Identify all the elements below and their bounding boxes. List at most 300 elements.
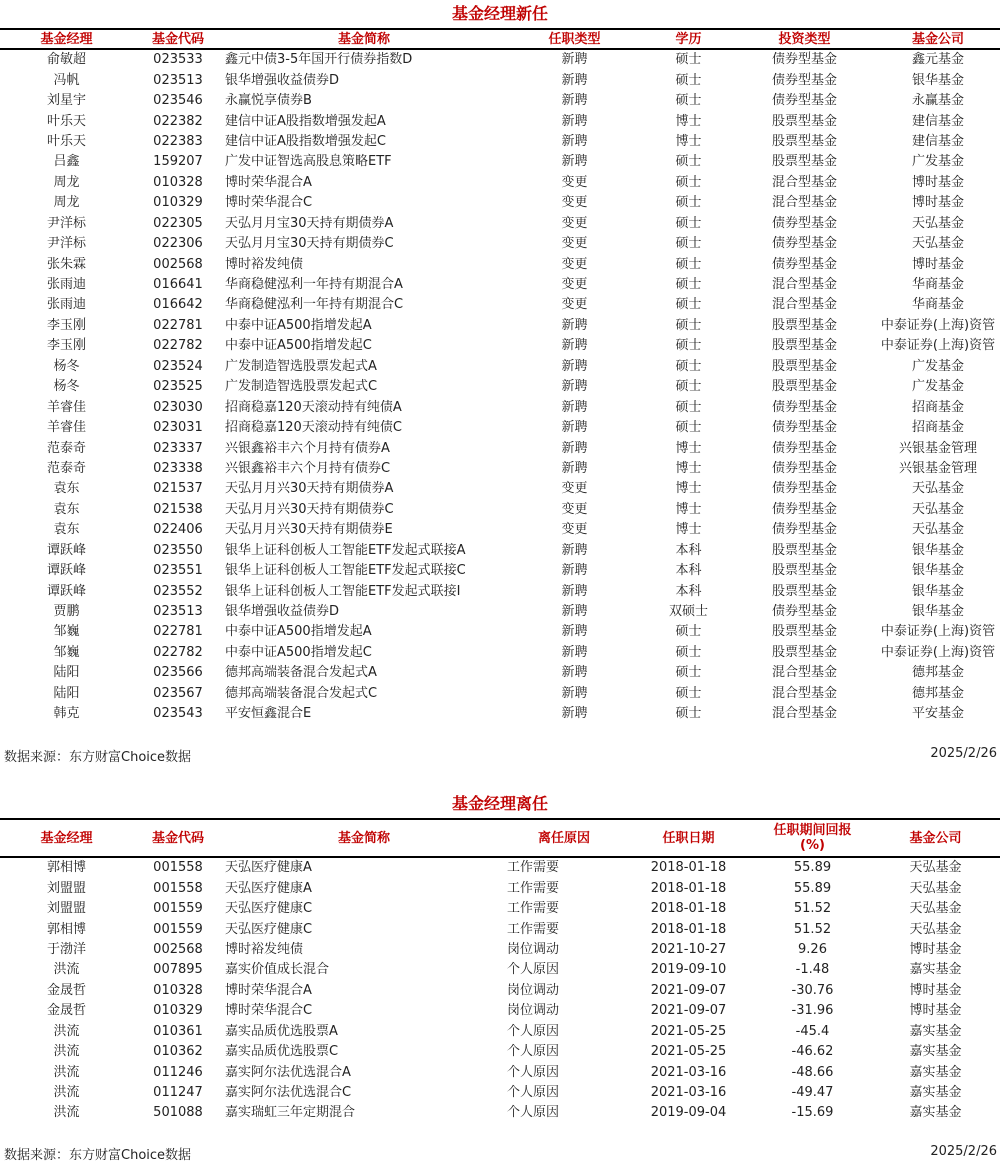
cell-appointment-type: 变更 <box>561 501 588 517</box>
cell-fund-company: 兴银基金管理 <box>898 440 977 456</box>
table-row <box>0 132 1000 152</box>
cell-fund-company: 天弘基金 <box>909 880 962 896</box>
table-row <box>0 1083 1000 1103</box>
cell-education: 博士 <box>675 522 702 538</box>
table-row <box>0 152 1000 172</box>
cell-fund-name: 博时裕发纯债 <box>225 941 304 957</box>
table-row <box>0 602 1000 622</box>
header-fund-name: 基金简称 <box>223 819 505 857</box>
cell-fund-company: 嘉实基金 <box>909 1023 962 1039</box>
cell-fund-company: 华商基金 <box>911 297 964 313</box>
cell-manager: 郭相博 <box>46 860 86 876</box>
cell-fund-code: 016642 <box>153 297 203 313</box>
cell-investment-type: 股票型基金 <box>771 133 837 149</box>
cell-fund-name: 永赢悦享债券B <box>225 93 312 109</box>
header-fund-company: 基金公司 <box>876 29 1000 49</box>
cell-fund-code: 022782 <box>153 338 203 354</box>
cell-start-date: 2019-09-10 <box>650 962 727 978</box>
table-row <box>0 111 1000 131</box>
cell-fund-company: 华商基金 <box>911 277 964 293</box>
cell-manager: 郭相博 <box>46 921 86 937</box>
cell-fund-name: 嘉实阿尔法优选混合C <box>225 1085 352 1101</box>
cell-start-date: 2021-09-07 <box>650 1003 727 1019</box>
cell-investment-type: 股票型基金 <box>771 624 837 640</box>
cell-fund-name: 天弘月月宝30天持有期债券C <box>225 236 394 252</box>
cell-manager: 俞敏超 <box>46 52 86 68</box>
cell-fund-code: 501088 <box>153 1105 203 1121</box>
cell-start-date: 2019-09-04 <box>650 1105 727 1121</box>
cell-investment-type: 股票型基金 <box>771 338 837 354</box>
cell-fund-name: 嘉实价值成长混合 <box>225 962 330 978</box>
table-row <box>0 275 1000 295</box>
appointments-body <box>0 49 1000 724</box>
table-row <box>0 1103 1000 1123</box>
table-row <box>0 520 1000 540</box>
cell-manager: 韩克 <box>53 706 80 722</box>
cell-education: 硕士 <box>675 174 702 190</box>
cell-fund-name: 嘉实品质优选股票C <box>225 1044 339 1060</box>
cell-investment-type: 股票型基金 <box>771 644 837 660</box>
table-row <box>0 91 1000 111</box>
cell-fund-name: 中泰中证A500指增发起C <box>225 644 372 660</box>
cell-fund-code: 010328 <box>153 982 203 998</box>
cell-fund-company: 嘉实基金 <box>909 1085 962 1101</box>
cell-investment-type: 混合型基金 <box>771 277 837 293</box>
cell-education: 硕士 <box>675 195 702 211</box>
cell-fund-name: 平安恒鑫混合E <box>225 706 312 722</box>
cell-departure-reason: 个人原因 <box>507 1105 560 1121</box>
cell-education: 本科 <box>675 563 702 579</box>
cell-education: 硕士 <box>675 338 702 354</box>
cell-education: 硕士 <box>675 236 702 252</box>
cell-fund-company: 嘉实基金 <box>909 1064 962 1080</box>
cell-fund-name: 中泰中证A500指增发起A <box>225 317 372 333</box>
cell-education: 硕士 <box>675 256 702 272</box>
cell-appointment-type: 变更 <box>561 277 588 293</box>
cell-manager: 范泰奇 <box>46 440 86 456</box>
cell-fund-code: 023513 <box>153 604 203 620</box>
table-row <box>0 704 1000 724</box>
table-row <box>0 479 1000 499</box>
table-row <box>0 1062 1000 1082</box>
header-manager: 基金经理 <box>0 819 133 857</box>
cell-fund-code: 011246 <box>153 1064 203 1080</box>
cell-appointment-type: 新聘 <box>561 624 588 640</box>
cell-investment-type: 债券型基金 <box>771 501 837 517</box>
cell-education: 博士 <box>675 460 702 476</box>
cell-fund-company: 天弘基金 <box>909 901 962 917</box>
cell-fund-company: 招商基金 <box>911 399 964 415</box>
cell-manager: 刘星宇 <box>46 93 86 109</box>
cell-fund-code: 022383 <box>153 133 203 149</box>
cell-fund-company: 德邦基金 <box>911 665 964 681</box>
cell-fund-code: 022782 <box>153 644 203 660</box>
table-row <box>0 857 1000 878</box>
cell-manager: 金晟哲 <box>46 1003 86 1019</box>
cell-fund-code: 023551 <box>153 563 203 579</box>
cell-fund-code: 010362 <box>153 1044 203 1060</box>
cell-fund-name: 银华上证科创板人工智能ETF发起式联接C <box>225 563 466 579</box>
cell-fund-company: 博时基金 <box>911 256 964 272</box>
table-row <box>0 173 1000 193</box>
cell-fund-code: 001559 <box>153 921 203 937</box>
cell-start-date: 2018-01-18 <box>650 880 727 896</box>
cell-manager: 刘盟盟 <box>46 901 86 917</box>
cell-investment-type: 债券型基金 <box>771 236 837 252</box>
cell-fund-code: 023337 <box>153 440 203 456</box>
cell-fund-code: 023031 <box>153 420 203 436</box>
cell-appointment-type: 新聘 <box>561 133 588 149</box>
cell-manager: 张雨迪 <box>46 297 86 313</box>
cell-tenure-return: -46.62 <box>791 1044 834 1060</box>
header-fund-code: 基金代码 <box>133 819 223 857</box>
cell-manager: 谭跃峰 <box>46 583 86 599</box>
cell-education: 硕士 <box>675 215 702 231</box>
cell-departure-reason: 个人原因 <box>507 1023 560 1039</box>
cell-appointment-type: 新聘 <box>561 665 588 681</box>
cell-fund-company: 博时基金 <box>909 1003 962 1019</box>
cell-manager: 李玉刚 <box>46 317 86 333</box>
cell-appointment-type: 新聘 <box>561 93 588 109</box>
cell-manager: 洪流 <box>53 1105 80 1121</box>
cell-fund-company: 兴银基金管理 <box>898 460 977 476</box>
cell-investment-type: 债券型基金 <box>771 420 837 436</box>
cell-manager: 陆阳 <box>53 685 80 701</box>
cell-tenure-return: -49.47 <box>791 1085 834 1101</box>
cell-manager: 尹洋标 <box>46 215 86 231</box>
cell-fund-code: 022382 <box>153 113 203 129</box>
cell-fund-code: 023543 <box>153 706 203 722</box>
cell-fund-code: 023030 <box>153 399 203 415</box>
cell-fund-name: 天弘月月宝30天持有期债券A <box>225 215 394 231</box>
cell-appointment-type: 新聘 <box>561 563 588 579</box>
cell-manager: 袁东 <box>53 481 80 497</box>
cell-appointment-type: 新聘 <box>561 72 588 88</box>
cell-fund-company: 中泰证券(上海)资管 <box>880 317 996 333</box>
cell-tenure-return: 9.26 <box>798 941 827 957</box>
cell-fund-code: 001559 <box>153 901 203 917</box>
cell-tenure-return: -1.48 <box>795 962 830 978</box>
cell-departure-reason: 岗位调动 <box>507 941 560 957</box>
cell-fund-code: 001558 <box>153 880 203 896</box>
cell-fund-name: 天弘月月兴30天持有期债券C <box>225 501 394 517</box>
cell-tenure-return: -45.4 <box>795 1023 830 1039</box>
cell-fund-code: 023513 <box>153 72 203 88</box>
cell-education: 博士 <box>675 501 702 517</box>
table-row <box>0 336 1000 356</box>
cell-education: 硕士 <box>675 644 702 660</box>
cell-investment-type: 债券型基金 <box>771 93 837 109</box>
cell-tenure-return: -48.66 <box>791 1064 834 1080</box>
cell-manager: 吕鑫 <box>53 154 80 170</box>
cell-education: 本科 <box>675 542 702 558</box>
cell-fund-company: 天弘基金 <box>911 501 964 517</box>
cell-fund-company: 天弘基金 <box>911 215 964 231</box>
cell-investment-type: 混合型基金 <box>771 297 837 313</box>
table-row <box>0 316 1000 336</box>
cell-appointment-type: 变更 <box>561 215 588 231</box>
table-row <box>0 438 1000 458</box>
cell-investment-type: 债券型基金 <box>771 481 837 497</box>
table-row <box>0 960 1000 980</box>
cell-fund-company: 平安基金 <box>911 706 964 722</box>
cell-fund-name: 银华增强收益债券D <box>225 72 340 88</box>
cell-fund-name: 建信中证A股指数增强发起C <box>225 133 386 149</box>
cell-appointment-type: 新聘 <box>561 358 588 374</box>
cell-fund-name: 德邦高端装备混合发起式A <box>225 665 377 681</box>
cell-manager: 叶乐天 <box>46 133 86 149</box>
cell-manager: 张朱霖 <box>46 256 86 272</box>
cell-fund-code: 010361 <box>153 1023 203 1039</box>
cell-appointment-type: 新聘 <box>561 338 588 354</box>
cell-investment-type: 股票型基金 <box>771 563 837 579</box>
cell-manager: 谭跃峰 <box>46 542 86 558</box>
cell-fund-code: 007895 <box>153 962 203 978</box>
table-row <box>0 418 1000 438</box>
cell-fund-company: 鑫元基金 <box>911 52 964 68</box>
cell-fund-name: 博时荣华混合C <box>225 195 313 211</box>
cell-fund-company: 天弘基金 <box>911 236 964 252</box>
cell-investment-type: 债券型基金 <box>771 256 837 272</box>
cell-fund-name: 天弘医疗健康C <box>225 921 313 937</box>
cell-investment-type: 股票型基金 <box>771 154 837 170</box>
cell-fund-code: 159207 <box>153 154 203 170</box>
header-start-date: 任职日期 <box>623 819 754 857</box>
cell-fund-code: 023567 <box>153 685 203 701</box>
cell-investment-type: 混合型基金 <box>771 665 837 681</box>
cell-appointment-type: 新聘 <box>561 706 588 722</box>
cell-manager: 贾鹏 <box>53 604 80 620</box>
cell-manager: 袁东 <box>53 522 80 538</box>
cell-appointment-type: 新聘 <box>561 317 588 333</box>
cell-tenure-return: 55.89 <box>793 880 832 896</box>
cell-education: 硕士 <box>675 72 702 88</box>
cell-manager: 周龙 <box>53 195 80 211</box>
cell-manager: 洪流 <box>53 1044 80 1060</box>
cell-fund-code: 022305 <box>153 215 203 231</box>
departures-table <box>0 818 1000 1124</box>
cell-departure-reason: 个人原因 <box>507 1085 560 1101</box>
header-appointment-type: 任职类型 <box>505 29 644 49</box>
cell-fund-company: 银华基金 <box>911 542 964 558</box>
table-row <box>0 684 1000 704</box>
cell-education: 硕士 <box>675 52 702 68</box>
header-fund-company: 基金公司 <box>871 819 1000 857</box>
cell-education: 博士 <box>675 133 702 149</box>
departures-date: 2025/2/26 <box>930 1144 997 1159</box>
cell-fund-name: 天弘医疗健康A <box>225 880 312 896</box>
cell-appointment-type: 变更 <box>561 481 588 497</box>
cell-fund-name: 华商稳健泓利一年持有期混合A <box>225 277 403 293</box>
cell-fund-code: 022781 <box>153 317 203 333</box>
cell-departure-reason: 工作需要 <box>507 921 560 937</box>
header-departure-reason: 离任原因 <box>505 819 623 857</box>
header-tenure-return: 任职期间回报 (%) <box>754 819 871 857</box>
cell-appointment-type: 变更 <box>561 297 588 313</box>
cell-fund-name: 博时荣华混合C <box>225 1003 313 1019</box>
header-manager: 基金经理 <box>0 29 133 49</box>
table-row <box>0 254 1000 274</box>
cell-start-date: 2018-01-18 <box>650 921 727 937</box>
cell-manager: 金晟哲 <box>46 982 86 998</box>
cell-investment-type: 债券型基金 <box>771 72 837 88</box>
cell-education: 硕士 <box>675 379 702 395</box>
cell-manager: 杨冬 <box>53 358 80 374</box>
cell-education: 硕士 <box>675 420 702 436</box>
cell-departure-reason: 工作需要 <box>507 880 560 896</box>
cell-tenure-return: 55.89 <box>793 860 832 876</box>
cell-fund-company: 中泰证券(上海)资管 <box>880 624 996 640</box>
cell-fund-name: 鑫元中债3-5年国开行债券指数D <box>225 52 413 68</box>
departures-body <box>0 857 1000 1124</box>
cell-fund-code: 023338 <box>153 460 203 476</box>
cell-start-date: 2021-05-25 <box>650 1023 727 1039</box>
cell-fund-company: 建信基金 <box>911 113 964 129</box>
cell-fund-company: 博时基金 <box>911 195 964 211</box>
cell-manager: 羊睿佳 <box>46 420 86 436</box>
table-row <box>0 357 1000 377</box>
table-row <box>0 878 1000 898</box>
table-row <box>0 663 1000 683</box>
cell-appointment-type: 新聘 <box>561 52 588 68</box>
cell-education: 博士 <box>675 440 702 456</box>
cell-fund-name: 天弘月月兴30天持有期债券A <box>225 481 394 497</box>
cell-manager: 尹洋标 <box>46 236 86 252</box>
cell-fund-name: 招商稳嘉120天滚动持有纯债C <box>225 420 402 436</box>
cell-fund-name: 华商稳健泓利一年持有期混合C <box>225 297 404 313</box>
cell-investment-type: 股票型基金 <box>771 542 837 558</box>
cell-fund-company: 德邦基金 <box>911 685 964 701</box>
cell-manager: 周龙 <box>53 174 80 190</box>
cell-education: 博士 <box>675 481 702 497</box>
cell-fund-name: 天弘医疗健康C <box>225 901 313 917</box>
cell-education: 硕士 <box>675 93 702 109</box>
cell-fund-code: 022781 <box>153 624 203 640</box>
cell-investment-type: 债券型基金 <box>771 215 837 231</box>
header-education: 学历 <box>644 29 733 49</box>
cell-fund-name: 广发中证智选高股息策略ETF <box>225 154 392 170</box>
cell-fund-company: 永赢基金 <box>911 93 964 109</box>
cell-manager: 谭跃峰 <box>46 563 86 579</box>
table-row <box>0 1042 1000 1062</box>
appointments-source: 数据来源：东方财富Choice数据 <box>4 750 192 765</box>
cell-fund-code: 023525 <box>153 379 203 395</box>
cell-manager: 陆阳 <box>53 665 80 681</box>
cell-fund-name: 天弘医疗健康A <box>225 860 312 876</box>
cell-start-date: 2021-10-27 <box>650 941 727 957</box>
cell-departure-reason: 个人原因 <box>507 1064 560 1080</box>
cell-investment-type: 债券型基金 <box>771 460 837 476</box>
cell-fund-name: 招商稳嘉120天滚动持有纯债A <box>225 399 402 415</box>
table-row <box>0 581 1000 601</box>
cell-investment-type: 混合型基金 <box>771 685 837 701</box>
cell-manager: 袁东 <box>53 501 80 517</box>
cell-fund-code: 021538 <box>153 501 203 517</box>
cell-fund-name: 天弘月月兴30天持有期债券E <box>225 522 393 538</box>
cell-tenure-return: 51.52 <box>793 901 832 917</box>
cell-education: 硕士 <box>675 685 702 701</box>
cell-investment-type: 混合型基金 <box>771 174 837 190</box>
appointments-header-row <box>0 29 1000 49</box>
cell-fund-name: 嘉实阿尔法优选混合A <box>225 1064 351 1080</box>
cell-fund-code: 023524 <box>153 358 203 374</box>
cell-manager: 洪流 <box>53 962 80 978</box>
cell-fund-company: 招商基金 <box>911 420 964 436</box>
cell-fund-company: 银华基金 <box>911 604 964 620</box>
table-row <box>0 295 1000 315</box>
cell-start-date: 2021-09-07 <box>650 982 727 998</box>
cell-departure-reason: 个人原因 <box>507 1044 560 1060</box>
table-row <box>0 70 1000 90</box>
table-row <box>0 459 1000 479</box>
table-row <box>0 1001 1000 1021</box>
cell-education: 博士 <box>675 113 702 129</box>
table-row <box>0 541 1000 561</box>
cell-fund-name: 广发制造智选股票发起式C <box>225 379 378 395</box>
cell-appointment-type: 新聘 <box>561 379 588 395</box>
cell-fund-name: 兴银鑫裕丰六个月持有债券C <box>225 460 391 476</box>
cell-education: 硕士 <box>675 358 702 374</box>
cell-fund-company: 博时基金 <box>909 982 962 998</box>
cell-manager: 范泰奇 <box>46 460 86 476</box>
cell-fund-code: 016641 <box>153 277 203 293</box>
table-row <box>0 1022 1000 1042</box>
cell-fund-name: 中泰中证A500指增发起C <box>225 338 372 354</box>
table-row <box>0 643 1000 663</box>
cell-fund-code: 023552 <box>153 583 203 599</box>
cell-investment-type: 债券型基金 <box>771 440 837 456</box>
cell-fund-code: 010328 <box>153 174 203 190</box>
table-row <box>0 377 1000 397</box>
cell-appointment-type: 新聘 <box>561 604 588 620</box>
cell-investment-type: 股票型基金 <box>771 317 837 333</box>
cell-start-date: 2021-05-25 <box>650 1044 727 1060</box>
cell-education: 硕士 <box>675 317 702 333</box>
cell-investment-type: 债券型基金 <box>771 522 837 538</box>
cell-fund-name: 兴银鑫裕丰六个月持有债券A <box>225 440 390 456</box>
departures-source: 数据来源：东方财富Choice数据 <box>4 1148 192 1163</box>
appointments-date: 2025/2/26 <box>930 746 997 761</box>
cell-investment-type: 股票型基金 <box>771 583 837 599</box>
cell-fund-code: 023546 <box>153 93 203 109</box>
cell-tenure-return: -30.76 <box>791 982 834 998</box>
appointments-table <box>0 28 1000 724</box>
departures-header-row <box>0 819 1000 857</box>
cell-investment-type: 混合型基金 <box>771 706 837 722</box>
cell-manager: 李玉刚 <box>46 338 86 354</box>
table-row <box>0 622 1000 642</box>
cell-appointment-type: 新聘 <box>561 542 588 558</box>
cell-fund-company: 天弘基金 <box>909 860 962 876</box>
cell-fund-code: 023566 <box>153 665 203 681</box>
cell-appointment-type: 新聘 <box>561 583 588 599</box>
cell-fund-name: 银华上证科创板人工智能ETF发起式联接I <box>225 583 461 599</box>
cell-fund-company: 中泰证券(上海)资管 <box>880 644 996 660</box>
cell-start-date: 2018-01-18 <box>650 860 727 876</box>
cell-fund-company: 博时基金 <box>911 174 964 190</box>
cell-fund-company: 银华基金 <box>911 563 964 579</box>
cell-departure-reason: 工作需要 <box>507 860 560 876</box>
cell-education: 硕士 <box>675 399 702 415</box>
cell-departure-reason: 个人原因 <box>507 962 560 978</box>
cell-appointment-type: 变更 <box>561 522 588 538</box>
table-row <box>0 214 1000 234</box>
table-row <box>0 234 1000 254</box>
appointments-title: 基金经理新任 <box>451 4 548 23</box>
cell-investment-type: 债券型基金 <box>771 604 837 620</box>
cell-fund-company: 嘉实基金 <box>909 1044 962 1060</box>
cell-fund-code: 011247 <box>153 1085 203 1101</box>
